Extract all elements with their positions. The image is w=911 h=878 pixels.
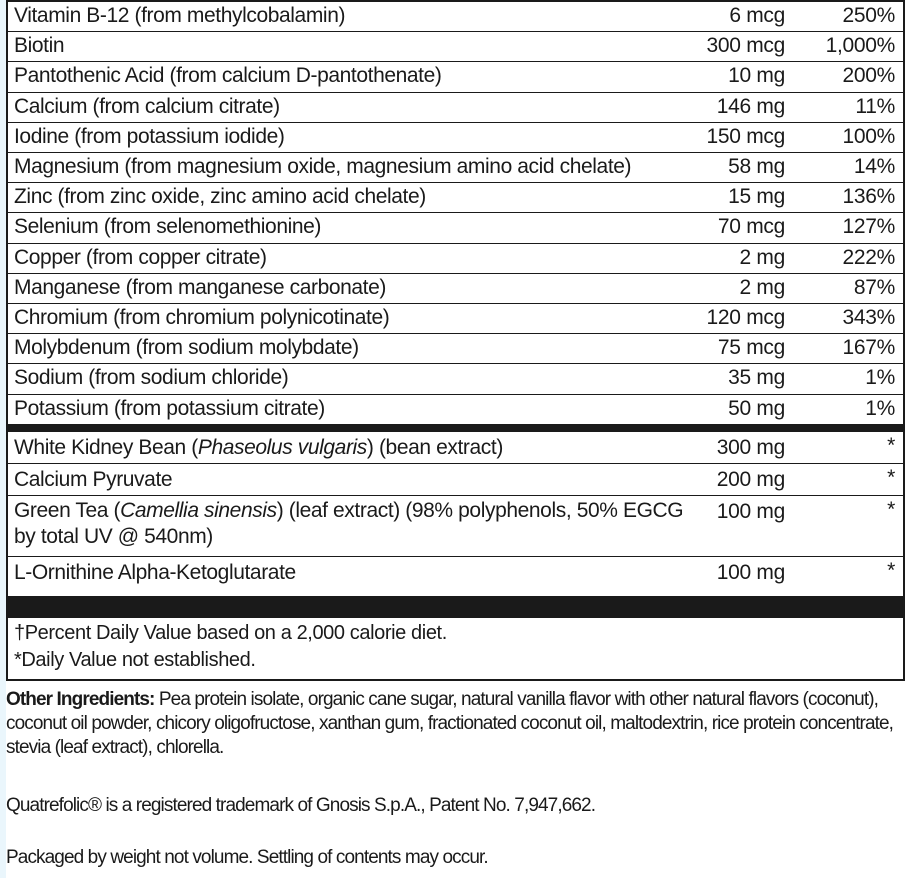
nutrient-amount: 15 mg [728, 185, 785, 209]
nutrient-name: Selenium (from selenomethionine) [14, 215, 322, 239]
nutrient-amount: 58 mg [728, 155, 785, 178]
nutrient-name: Copper (from copper citrate) [14, 245, 267, 269]
supplement-facts-panel [6, 0, 905, 681]
active-name-suffix: ) (bean extract) [366, 436, 503, 459]
nutrient-name: Molybdenum (from sodium molybdate) [14, 336, 359, 360]
active-ingredient-name [14, 559, 296, 587]
footnote-percent-dv: †Percent Daily Value based on a 2,000 calorie diet. [14, 622, 447, 644]
active-ingredient-amount: 100 mg [716, 561, 785, 584]
nutrient-amount: 70 mcg [717, 215, 785, 239]
active-ingredient-daily-value: * [887, 559, 895, 582]
nutrient-name: Sodium (from sodium chloride) [14, 366, 289, 390]
nutrient-amount: 6 mcg [729, 4, 785, 27]
nutrient-amount: 10 mg [728, 64, 785, 88]
nutrient-amount: 120 mcg [706, 306, 785, 329]
section-divider-bar [8, 424, 903, 432]
active-name-latin: Phaseolus vulgaris [197, 436, 367, 459]
nutrient-amount: 2 mg [739, 275, 785, 299]
active-name-text: Green Tea ( [14, 499, 121, 522]
nutrient-amount: 150 mcg [706, 124, 785, 148]
active-ingredient-amount: 300 mg [716, 436, 785, 459]
packaging-note: Packaged by weight not volume. Settling of contents may occur. [6, 847, 488, 868]
footer-divider-bar [8, 596, 903, 618]
active-name-text: Calcium Pyruvate [14, 468, 173, 491]
nutrient-daily-value: 167% [842, 336, 895, 360]
nutrient-row [8, 123, 903, 153]
footnote-not-established: *Daily Value not established. [14, 649, 256, 671]
nutrient-daily-value: 136% [842, 185, 895, 209]
nutrient-row [8, 153, 903, 183]
nutrient-row [8, 183, 903, 213]
active-name-latin: Camellia sinensis [120, 499, 277, 522]
nutrient-amount: 35 mg [728, 366, 785, 390]
nutrient-row [8, 32, 903, 62]
active-ingredient-row [8, 557, 903, 589]
nutrient-amount: 146 mg [716, 94, 785, 118]
active-name-text: L-Ornithine Alpha-Ketoglutarate [14, 561, 296, 584]
nutrient-name: Calcium (from calcium citrate) [14, 94, 280, 118]
nutrient-daily-value: 14% [853, 155, 895, 178]
nutrient-daily-value: 100% [842, 124, 895, 148]
nutrient-name: Iodine (from potassium iodide) [14, 124, 285, 148]
other-ingredients [6, 688, 906, 760]
nutrient-row [8, 244, 903, 274]
nutrient-row [8, 395, 903, 425]
nutrient-daily-value: 1% [865, 366, 895, 390]
active-ingredient-name [14, 466, 172, 494]
nutrient-row [8, 2, 903, 32]
active-ingredient-amount: 100 mg [716, 500, 785, 523]
other-ingredients-text: Pea protein isolate, organic cane sugar, natural vanilla flavor with other natural flavors (coconut), coconut oil powder, chicory oligofructose, xanthan gum, fractionated coconut oil, maltodextrin, rice protein concentrate, stevia (leaf extract), chlorella. [6, 689, 894, 758]
nutrient-daily-value: 1% [865, 396, 895, 420]
active-ingredient-amount: 200 mg [716, 468, 785, 491]
active-ingredient-daily-value: * [887, 434, 895, 457]
trademark-note: Quatrefolic® is a registered trademark of Gnosis S.p.A., Patent No. 7,947,662. [6, 795, 596, 816]
nutrient-name: Zinc (from zinc oxide, zinc amino acid chelate) [14, 185, 426, 209]
nutrient-daily-value: 87% [853, 275, 895, 299]
active-ingredient-name [14, 498, 704, 550]
nutrient-amount: 2 mg [739, 245, 785, 269]
nutrient-row [8, 334, 903, 364]
nutrient-daily-value: 200% [842, 64, 895, 88]
nutrient-name: Pantothenic Acid (from calcium D-pantothenate) [14, 64, 442, 88]
nutrient-amount: 50 mg [728, 396, 785, 420]
active-name-suffix: ) (leaf extract) (98% polyphenols, 50% EGCG by total UV @ 540nm) [14, 499, 684, 548]
active-ingredient-row [8, 464, 903, 496]
other-ingredients-label: Other Ingredients: [6, 689, 155, 710]
active-ingredient-daily-value: * [887, 498, 895, 521]
nutrient-row [8, 364, 903, 394]
nutrient-name: Chromium (from chromium polynicotinate) [14, 306, 390, 329]
active-ingredient-row [8, 496, 903, 557]
nutrient-row [8, 62, 903, 92]
nutrient-daily-value: 1,000% [825, 34, 895, 58]
nutrient-daily-value: 222% [842, 245, 895, 269]
nutrient-name: Potassium (from potassium citrate) [14, 396, 325, 420]
nutrient-amount: 300 mcg [706, 34, 785, 58]
nutrient-row [8, 274, 903, 304]
nutrient-row [8, 213, 903, 243]
nutrient-daily-value: 343% [842, 306, 895, 329]
nutrient-daily-value: 250% [842, 4, 895, 27]
nutrient-name: Magnesium (from magnesium oxide, magnesium amino acid chelate) [14, 155, 632, 178]
nutrient-daily-value: 127% [842, 215, 895, 239]
nutrient-row [8, 93, 903, 123]
nutrient-name: Biotin [14, 34, 65, 58]
nutrient-name: Manganese (from manganese carbonate) [14, 275, 386, 299]
active-name-text: White Kidney Bean ( [14, 436, 198, 459]
nutrient-amount: 75 mcg [717, 336, 785, 360]
active-ingredient-row [8, 432, 903, 464]
active-ingredient-name [14, 434, 503, 462]
nutrient-row [8, 304, 903, 334]
nutrient-daily-value: 11% [855, 94, 895, 118]
active-ingredient-daily-value: * [887, 466, 895, 489]
nutrient-name: Vitamin B-12 (from methylcobalamin) [14, 4, 346, 27]
